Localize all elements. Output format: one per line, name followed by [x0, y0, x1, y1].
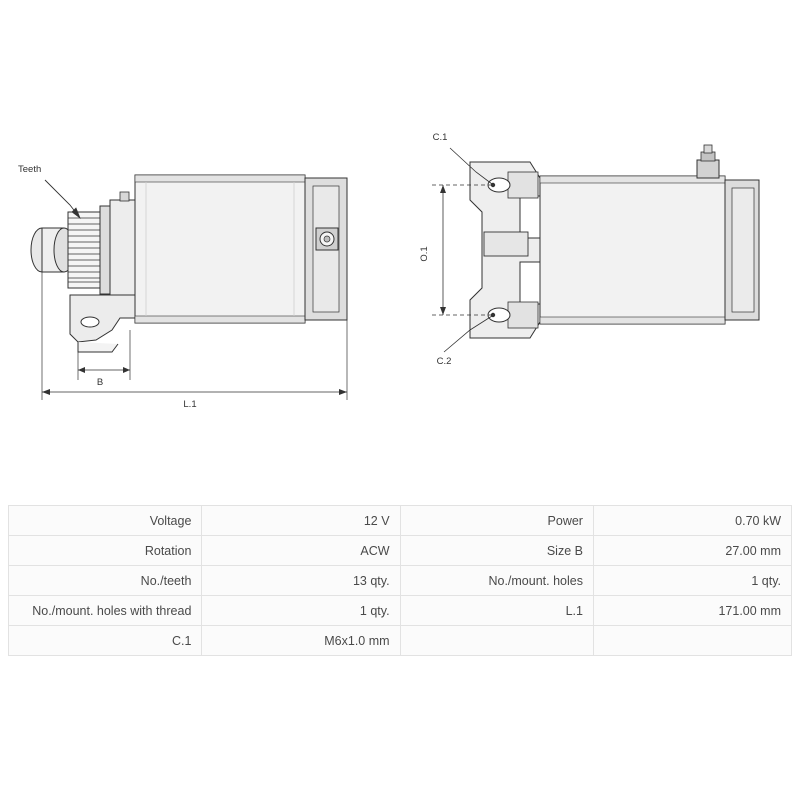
spec-label-size-b: Size B [400, 536, 593, 566]
spec-value-size-b: 27.00 mm [593, 536, 791, 566]
dimension-l1-label: L.1 [183, 399, 197, 410]
drive-end-housing [110, 192, 135, 308]
specifications-table [8, 505, 792, 656]
callout-c1 [433, 132, 496, 187]
motor-body [135, 175, 305, 323]
teeth-callout [18, 164, 80, 218]
table-row [9, 566, 792, 596]
flange-bracket [470, 162, 540, 338]
spec-value-mount-holes-thread: 1 qty. [202, 596, 400, 626]
dimension-b-label: B [96, 377, 104, 388]
motor-body-end-view [540, 176, 759, 324]
spec-value-power: 0.70 kW [593, 506, 791, 536]
table-row [9, 626, 792, 656]
specifications-table-wrapper [8, 505, 792, 656]
table-row [9, 506, 792, 536]
right-drive-end-view [419, 132, 759, 367]
left-side-view [18, 164, 347, 410]
spec-value-voltage: 12 V [202, 506, 400, 536]
spec-label-c1: C.1 [9, 626, 202, 656]
callout-c1-label: C.1 [432, 132, 448, 143]
spec-empty-cell-value [593, 626, 791, 656]
table-row [9, 536, 792, 566]
spec-value-mount-holes: 1 qty. [593, 566, 791, 596]
spec-label-l1: L.1 [400, 596, 593, 626]
spec-value-l1: 171.00 mm [593, 596, 791, 626]
mounting-bracket [70, 295, 135, 352]
pinion-gear-assembly [31, 206, 110, 294]
spec-label-rotation: Rotation [9, 536, 202, 566]
spec-empty-cell-label [400, 626, 593, 656]
spec-value-c1: M6x1.0 mm [202, 626, 400, 656]
table-row [9, 596, 792, 626]
spec-label-power: Power [400, 506, 593, 536]
dimension-o1-label: O.1 [419, 246, 430, 262]
commutator-end-housing [305, 178, 347, 320]
terminal-stud [697, 145, 719, 178]
spec-value-no-teeth: 13 qty. [202, 566, 400, 596]
spec-label-voltage: Voltage [9, 506, 202, 536]
spec-label-mount-holes-thread: No./mount. holes with thread [9, 596, 202, 626]
spec-label-mount-holes: No./mount. holes [400, 566, 593, 596]
teeth-label: Teeth [18, 164, 42, 175]
spec-label-no-teeth: No./teeth [9, 566, 202, 596]
callout-c2-label: C.2 [436, 356, 452, 367]
spec-value-rotation: ACW [202, 536, 400, 566]
